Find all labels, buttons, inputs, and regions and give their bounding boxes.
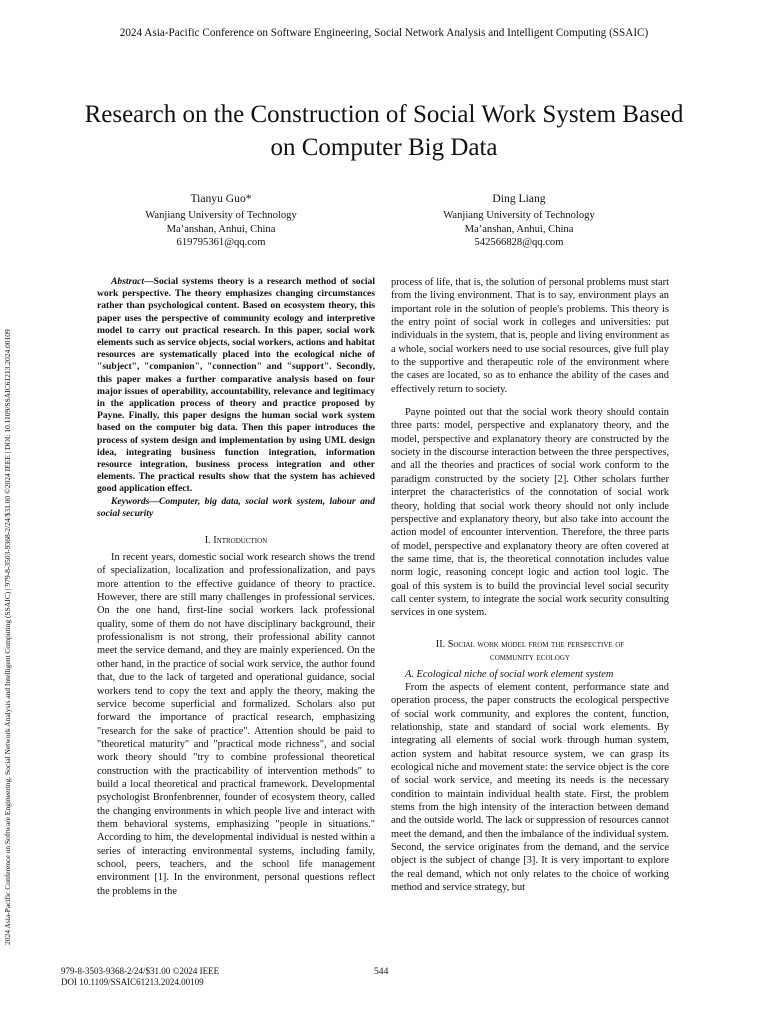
section-title-line1: Social work model from the perspective of	[447, 638, 625, 650]
side-identifier-strip: 2024 Asia-Pacific Conference on Software Engineering, Social Network Analysis and Intelligent Computing (SSAIC) | 979-8-3503-9368-2/24/$31.00 ©2024 IEEE | DOI: 10.1109/SSAIC61213.2024.00109	[3, 329, 12, 945]
keywords-label: Keywords	[111, 495, 150, 507]
body-paragraph: From the aspects of element content, performance state and operation process, the paper constructs the ecological perspective of social work community, and explores the content, function, relationship, state and standard of social work elements. By integrating all elements of social work through human system, action system and habitat resource system, we can grasp its ecological niche and movement state: the service object is the core of social work service, and meeting its needs is the necessary condition to maintain individual health state. First, the problem stems from the high intensity of the interaction between demand and the outside world. The lack or suppression of resources cannot meet the demand, and then the imbalance of the individual system. Second, the service originates from the demand, and the service object is the subject of change [3]. It is very important to explore the real demand, which not only relates to the choice of working method and service strategy, but	[391, 681, 669, 894]
body-paragraph: process of life, that is, the solution of personal problems must start from the living environment. That is to say, environment plays an important role in the solution of people's problems. This theory is the entry point of social work in colleges and universities: put individuals in the system, that is, people and living environment as a whole, social workers need to use social resources, give full play to the supportive and therapeutic role of the environment where the cases are located, so as to enhance the ability of the cases and effectively return to society.	[391, 277, 669, 395]
author-email: 619795361@qq.com	[176, 237, 266, 249]
section-title: Introduction	[213, 535, 268, 547]
keywords	[97, 496, 375, 520]
author-affiliation: Wanjiang University of Technology	[443, 210, 595, 222]
footer-publication-info	[61, 966, 219, 987]
paper-title: Research on the Construction of Social Work System Based on Computer Big Data	[84, 101, 684, 161]
keywords-text: —Computer, big data, social work system, labour and social security	[97, 495, 375, 519]
abstract-label: Abstract	[111, 276, 145, 287]
section-heading-introduction	[97, 534, 375, 547]
subsection-heading: A. Ecological niche of social work element system	[405, 668, 614, 680]
section-heading-social-work-model	[391, 638, 669, 664]
footer-isbn: 979-8-3503-9368-2/24/$31.00 ©2024 IEEE	[61, 966, 220, 976]
right-column	[391, 276, 669, 894]
section-numeral: I.	[204, 535, 214, 547]
left-column	[97, 276, 375, 898]
section-title-line2: community ecology	[490, 651, 570, 663]
author-block-1	[81, 192, 361, 250]
conference-header: 2024 Asia-Pacific Conference on Software Engineering, Social Network Analysis and Intelligent Computing (SSAIC)	[119, 27, 649, 39]
abstract	[97, 276, 375, 496]
author-location: Ma’anshan, Anhui, China	[464, 223, 574, 235]
body-paragraph: In recent years, domestic social work research shows the trend of specialization, localization and professionalization, and pays more attention to the effective guidance of theory to practice. However, there are still many challenges in professional services. On the one hand, first-line social workers lack professional quality, some of them do not have disciplinary background, their professionalism is not strong, their professional ability cannot meet the service demand, and they are mainly experienced. On the other hand, in the practice of social work service, the author found that, due to the lack of targeted and operational guidance, social workers tend to copy the text and apply the theory, making the service become superficial and formalized. Scholars also put forward the importance of practical research, emphasizing "research for the sake of practice". Attention should be paid to "theoretical maturity" and "practical mode richness", and social work theory should "try to combine professional theoretical construction with the practicability of intervention methods" to build a local theoretical and practical framework. Developmental psychologist Bronfenbrenner, founder of ecosystem theory, called the changing environments in which people live and interact with them behavioral systems, emphasizing "people in situations." According to him, the developmental individual is nested within a series of interacting environmental systems, including family, school, peers, teachers, and the school life management environment [1]. In the environment, personal questions reflect the problems in the	[97, 552, 375, 897]
author-name: Ding Liang	[492, 192, 546, 205]
abstract-text: —Social systems theory is a research method of social work perspective. The theory emphasizes changing circumstances rather than psychological content. Based on ecosystem theory, this paper uses the perspective of community ecology and interpretive model to carry out practical research. In this paper, social work elements such as service objects, social workers, actions and habitat resources are systematically placed into the ecological niche of "subject", "companion", "connection" and "support". Secondly, this paper makes a further comparative analysis based on four major issues of operability, accountability, relevance and legitimacy in the application process of theory and practice proposed by Payne. Finally, this paper designs the human social work system based on the computer big data. Then this paper introduces the process of system design and implementation by using UML design idea, integrating business function integration, information resource integration, business process integration and other elements. The practical results show that the system has achieved good application effect.	[97, 276, 375, 495]
author-location: Ma’anshan, Anhui, China	[166, 223, 276, 235]
author-affiliation: Wanjiang University of Technology	[145, 210, 297, 222]
author-block-2	[379, 192, 659, 250]
body-paragraph: Payne pointed out that the social work theory should contain three parts: model, perspective and explanatory theory, and the model, perspective and explanatory theory are constructed by the society in the discourse interaction between the three perspectives, and all the theories and practices of social work conform to the paradigm constructed by the society [2]. Other scholars further interpret the characteristics of the connotation of social work theory, holding that social work theory should not only include perspective and explanatory theory, but also take into account the action model of encounter intervention. Therefore, the three parts of model, perspective and explanatory theory are often covered at the same time, that is, the theoretical connotation includes value norm logic, reasoning concept logic and action tool logic. The goal of this system is to build the provincial level social security call center system, to integrate the social work security consulting services in one system.	[391, 407, 669, 619]
page-number: 544	[374, 966, 389, 977]
section-numeral: II.	[435, 638, 448, 650]
footer-doi: DOI 10.1109/SSAIC61213.2024.00109	[61, 976, 204, 987]
author-email: 542566828@qq.com	[474, 237, 564, 249]
author-name: Tianyu Guo*	[190, 192, 252, 205]
